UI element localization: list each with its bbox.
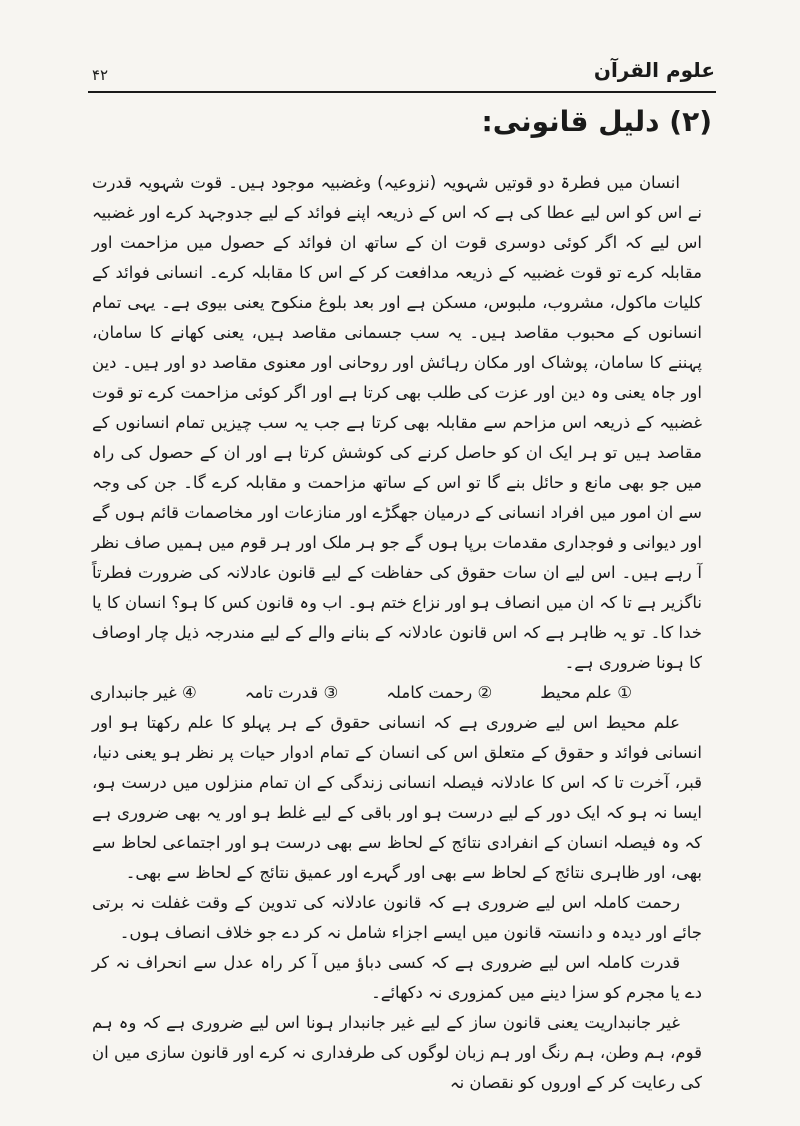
quality-item: ④ غیر جانبداری <box>89 683 197 702</box>
paragraph-qudrat-kamila: قدرت کاملہ اس لیے ضروری ہے کہ کسی دباؤ میں آ کر راہ عدل سے انحراف نہ کر دے یا مجرم کو سزا دینے میں کمزوری نہ دکھائے۔ <box>92 953 702 1002</box>
quality-item: ② رحمت کاملہ <box>386 683 493 702</box>
body-text <box>89 168 702 1098</box>
header-divider <box>88 91 716 93</box>
page-number: ۴۲ <box>92 66 109 84</box>
qualities-list <box>89 678 702 708</box>
running-title: علوم القرآن <box>593 58 715 82</box>
quality-item: ③ قدرت تامہ <box>244 683 339 702</box>
paragraph-ilm-muheet: علم محیط اس لیے ضروری ہے کہ انسانی حقوق کے ہر پہلو کا علم رکھتا ہو اور انسانی فوائد و حقوق کے متعلق اس کی انسان کے تمام ادوار حیات پر نظر ہو یعنی دنیا، قبر، آخرت تا کہ اس کا عادلانہ فیصلہ انسانی زندگی کے ان تمام منزلوں میں درست ہو، ایسا نہ ہو کہ ایک دور کے لیے درست ہو اور باقی کے لیے غلط ہو اور یہ بھی ضروری ہے کہ وہ فیصلہ انسان کے انفرادی نتائج کے لحاظ سے بھی درست ہو اور اجتماعی لحاظ سے بھی، اور ظاہری نتائج کے لحاظ سے بھی اور گہرے اور عمیق نتائج کے لحاظ سے بھی۔ <box>92 713 702 882</box>
paragraph-ghair-janibdari: غیر جانبداریت یعنی قانون ساز کے لیے غیر جانبدار ہونا اس لیے ضروری ہے کہ وہ ہم قوم، ہم وطن، ہم رنگ اور ہم زبان لوگوں کی طرفداری نہ کرے اور قانون سازی میں ان کی رعایت کر کے اوروں کو نقصان نہ <box>92 1013 702 1092</box>
paragraph-intro: انسان میں فطرۃ دو قوتیں شہویہ (نزوعیہ) وغضبیہ موجود ہیں۔ قوت شہویہ قدرت نے اس کو اس لیے عطا کی ہے کہ اس کے ذریعہ اپنے فوائد کے لیے جدوجہد کرے اور غضبیہ اس لیے کہ اگر کوئی دوسری قوت ان کے ساتھ ان فوائد کے حصول میں مزاحمت اور مقابلہ کرے تو قوت غضبیہ کے ذریعہ مدافعت کر کے اس کا مقابلہ کرے۔ انسانی فوائد کے کلیات ماکول، مشروب، ملبوس، مسکن ہے اور بعد بلوغ منکوح یعنی بیوی ہے۔ یہی تمام انسانوں کے محبوب مقاصد ہیں۔ یہ سب جسمانی مقاصد ہیں، یعنی کھانے کا سامان، پہننے کا سامان، پوشاک اور مکان رہائش اور روحانی اور معنوی مقاصد دو اور ہیں۔ دین اور جاہ یعنی وہ دین اور عزت کی طلب بھی کرتا ہے اور اگر کوئی مزاحمت کرے تو قوت غضبیہ کے ذریعہ اس مزاحم سے مقابلہ بھی کرتا ہے جب یہ سب چیزیں تمام انسانوں کے مقاصد ہیں تو ہر ایک ان کو حاصل کرنے کی کوشش کرتا ہے اور ان کے حصول کی راہ میں جو بھی مانع و حائل بنے گا تو اس کے ساتھ مزاحمت و مقابلہ کرے گا۔ جن کی وجہ سے ان امور میں افراد انسانی کے درمیان جھگڑے اور منازعات اور مخاصمات قائم ہوں گے اور دیوانی و فوجداری مقدمات برپا ہوں گے جو ہر ملک اور ہر قوم میں ہمیں صاف نظر آ رہے ہیں۔ اس لیے ان سات حقوق کی حفاظت کے لیے قانون عادلانہ کی ضرورت فطرتاً ناگزیر ہے تا کہ ان میں انصاف ہو اور نزاع ختم ہو۔ اب وہ قانون کس کا ہو؟ انسان کا یا خدا کا۔ تو یہ ظاہر ہے کہ اس قانون عادلانہ کے بنانے والے کے لیے مندرجہ ذیل چار اوصاف کا ہونا ضروری ہے۔ <box>92 173 702 672</box>
quality-item: ① علم محیط <box>540 683 632 702</box>
section-heading: (۲) دلیل قانونی: <box>481 105 712 138</box>
paragraph-rahmat-kamila: رحمت کاملہ اس لیے ضروری ہے کہ قانون عادلانہ کی تدوین کے وقت غفلت نہ برتی جائے اور دیدہ و دانستہ قانون میں ایسے اجزاء شامل نہ کر دے جو خلاف انصاف ہوں۔ <box>92 893 702 942</box>
